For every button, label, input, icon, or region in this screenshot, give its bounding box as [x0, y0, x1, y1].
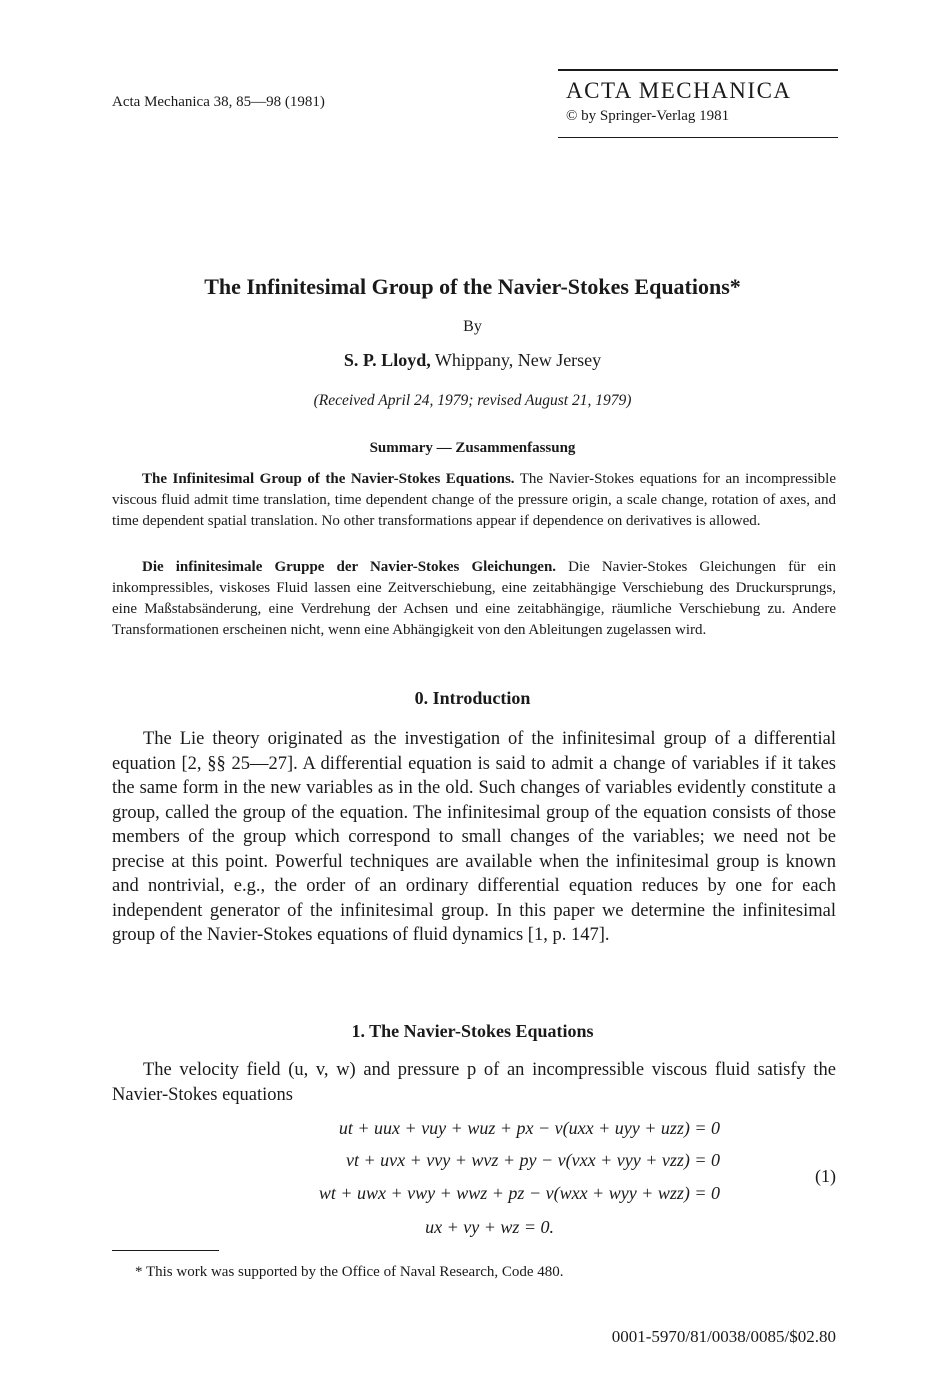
- article-code: 0001-5970/81/0038/0085/$02.80: [611, 1327, 836, 1346]
- navier-stokes-paragraph: The velocity field (u, v, w) and pressure p of an incompressible viscous fluid satisfy the Navier-Stokes equations: [112, 1060, 836, 1105]
- author-place: Whippany, New Jersey: [434, 350, 602, 370]
- abstract-english-text: The Navier-Stokes equations for an incompressible viscous fluid admit time translation, time dependent change of the pressure origin, a scale change, rotation of axes, and time dependent spatial translation. No other transformations appear if dependence on derivatives is allowed.: [112, 471, 836, 529]
- footnote-rule: [112, 1250, 219, 1251]
- abstract-english: [112, 469, 836, 532]
- masthead-bottom-rule: [558, 137, 838, 138]
- equation-number: (1): [815, 1166, 836, 1186]
- equation-line: vt + uvx + vvy + wvz + py − ν(vxx + vyy + vzz) = 0: [345, 1150, 720, 1170]
- received-dates: (Received April 24, 1979; revised August 21, 1979): [313, 392, 632, 409]
- equation-line: wt + uwx + vwy + wwz + pz − ν(wxx + wyy + wzz) = 0: [318, 1183, 720, 1203]
- footnote: * This work was supported by the Office of Naval Research, Code 480.: [135, 1264, 564, 1280]
- author-name: S. P. Lloyd,: [343, 350, 431, 370]
- abstract-german: [112, 557, 836, 641]
- journal-name: ACTA MECHANICA: [566, 78, 792, 103]
- by-line: By: [463, 318, 482, 335]
- masthead-top-rule: [558, 69, 838, 71]
- abstract-german-title: Die infinitesimale Gruppe der Navier-Stokes Gleichungen.: [142, 559, 557, 575]
- journal-citation: Acta Mechanica 38, 85—98 (1981): [112, 94, 325, 110]
- equation-line: ut + uux + vuy + wuz + px − ν(uxx + uyy + uzz) = 0: [338, 1118, 720, 1138]
- section-heading-introduction: 0. Introduction: [414, 688, 531, 708]
- article-title: The Infinitesimal Group of the Navier-Stokes Equations*: [204, 274, 741, 299]
- section-heading-navier-stokes: 1. The Navier-Stokes Equations: [351, 1021, 594, 1041]
- summary-heading: Summary — Zusammenfassung: [369, 440, 576, 456]
- equation-line: ux + vy + wz = 0.: [425, 1217, 554, 1237]
- copyright-line: © by Springer-Verlag 1981: [566, 108, 730, 124]
- abstract-german-text: Die Navier-Stokes Gleichungen für ein inkompressibles, viskoses Fluid lassen eine Zeitverschiebung, eine zeitabhängige Verschiebung des Druckursprungs, eine Maßstabsänderung, eine Verdrehung der Achsen und eine zeitabhängige, räumliche Verschiebung zu. Andere Transformationen erscheinen nicht, wenn eine Abhängigkeit von den Ableitungen zugelassen wird.: [112, 559, 836, 638]
- abstract-english-title: The Infinitesimal Group of the Navier-Stokes Equations.: [142, 471, 515, 487]
- introduction-paragraph: The Lie theory originated as the investigation of the infinitesimal group of a differential equation [2, §§ 25—27]. A differential equation is said to admit a change of variables if it takes the same form in the new variables as in the old. Such changes of variables evidently constitute a group, called the group of the equation. The infinitesimal group of the equation consists of those members of the group which correspond to small changes of the variables; we need not be precise at this point. Powerful techniques are available when the infinitesimal group is known and nontrivial, e.g., the order of an ordinary differential equation reduces by one for each independent generator of the infinitesimal group. In this paper we determine the infinitesimal group of the Navier-Stokes equations of fluid dynamics [1, p. 147].: [112, 729, 836, 945]
- author-line: [0, 350, 945, 371]
